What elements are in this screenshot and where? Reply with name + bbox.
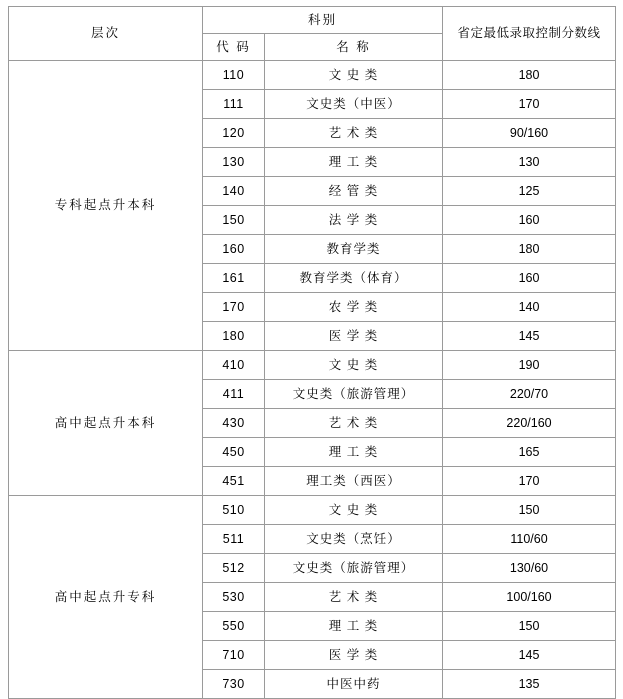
level-cell-highschool-to-specialist: 高中起点升专科	[9, 496, 203, 699]
score-line-cell: 150	[443, 612, 616, 641]
subject-name-cell: 文史类（旅游管理）	[265, 554, 443, 583]
table-row	[9, 61, 616, 90]
score-line-cell: 130	[443, 148, 616, 177]
score-line-cell: 150	[443, 496, 616, 525]
code-cell: 170	[203, 293, 265, 322]
score-line-cell: 100/160	[443, 583, 616, 612]
code-cell: 430	[203, 409, 265, 438]
header-score-line: 省定最低录取控制分数线	[443, 7, 616, 61]
code-cell: 411	[203, 380, 265, 409]
code-cell: 111	[203, 90, 265, 119]
admission-score-table	[8, 6, 616, 699]
score-line-cell: 110/60	[443, 525, 616, 554]
code-cell: 512	[203, 554, 265, 583]
score-line-cell: 125	[443, 177, 616, 206]
code-cell: 160	[203, 235, 265, 264]
code-cell: 180	[203, 322, 265, 351]
score-line-cell: 220/160	[443, 409, 616, 438]
code-cell: 130	[203, 148, 265, 177]
subject-name-cell: 文 史 类	[265, 351, 443, 380]
subject-name-cell: 教育学类（体育）	[265, 264, 443, 293]
header-level: 层次	[9, 7, 203, 61]
code-cell: 510	[203, 496, 265, 525]
header-subject-group: 科别	[203, 7, 443, 34]
score-line-cell: 220/70	[443, 380, 616, 409]
subject-name-cell: 法 学 类	[265, 206, 443, 235]
code-cell: 730	[203, 670, 265, 699]
subject-name-cell: 农 学 类	[265, 293, 443, 322]
subject-name-cell: 经 管 类	[265, 177, 443, 206]
code-cell: 530	[203, 583, 265, 612]
subject-name-cell: 医 学 类	[265, 641, 443, 670]
header-row-top	[9, 7, 616, 34]
code-cell: 140	[203, 177, 265, 206]
subject-name-cell: 文史类（旅游管理）	[265, 380, 443, 409]
subject-name-cell: 理 工 类	[265, 148, 443, 177]
code-cell: 511	[203, 525, 265, 554]
subject-name-cell: 艺 术 类	[265, 119, 443, 148]
table-row	[9, 351, 616, 380]
score-line-cell: 160	[443, 264, 616, 293]
subject-name-cell: 文 史 类	[265, 61, 443, 90]
score-line-cell: 180	[443, 235, 616, 264]
subject-name-cell: 教育学类	[265, 235, 443, 264]
code-cell: 710	[203, 641, 265, 670]
score-line-cell: 130/60	[443, 554, 616, 583]
code-cell: 110	[203, 61, 265, 90]
score-line-cell: 140	[443, 293, 616, 322]
score-line-cell: 170	[443, 467, 616, 496]
score-line-cell: 90/160	[443, 119, 616, 148]
score-line-cell: 145	[443, 641, 616, 670]
header-code: 代 码	[203, 34, 265, 61]
subject-name-cell: 医 学 类	[265, 322, 443, 351]
level-cell-highschool-to-undergraduate: 高中起点升本科	[9, 351, 203, 496]
level-cell-specialist-to-undergraduate: 专科起点升本科	[9, 61, 203, 351]
score-line-cell: 180	[443, 61, 616, 90]
code-cell: 410	[203, 351, 265, 380]
score-line-cell: 190	[443, 351, 616, 380]
score-line-cell: 165	[443, 438, 616, 467]
table-row	[9, 496, 616, 525]
code-cell: 550	[203, 612, 265, 641]
subject-name-cell: 理工类（西医）	[265, 467, 443, 496]
subject-name-cell: 文 史 类	[265, 496, 443, 525]
code-cell: 150	[203, 206, 265, 235]
code-cell: 450	[203, 438, 265, 467]
subject-name-cell: 艺 术 类	[265, 583, 443, 612]
code-cell: 451	[203, 467, 265, 496]
table-header	[9, 7, 616, 61]
subject-name-cell: 理 工 类	[265, 438, 443, 467]
subject-name-cell: 理 工 类	[265, 612, 443, 641]
code-cell: 120	[203, 119, 265, 148]
score-line-cell: 135	[443, 670, 616, 699]
score-line-cell: 145	[443, 322, 616, 351]
score-line-cell: 170	[443, 90, 616, 119]
code-cell: 161	[203, 264, 265, 293]
subject-name-cell: 艺 术 类	[265, 409, 443, 438]
header-name: 名 称	[265, 34, 443, 61]
subject-name-cell: 文史类（中医）	[265, 90, 443, 119]
table-body	[9, 61, 616, 699]
score-line-cell: 160	[443, 206, 616, 235]
subject-name-cell: 文史类（烹饪）	[265, 525, 443, 554]
subject-name-cell: 中医中药	[265, 670, 443, 699]
